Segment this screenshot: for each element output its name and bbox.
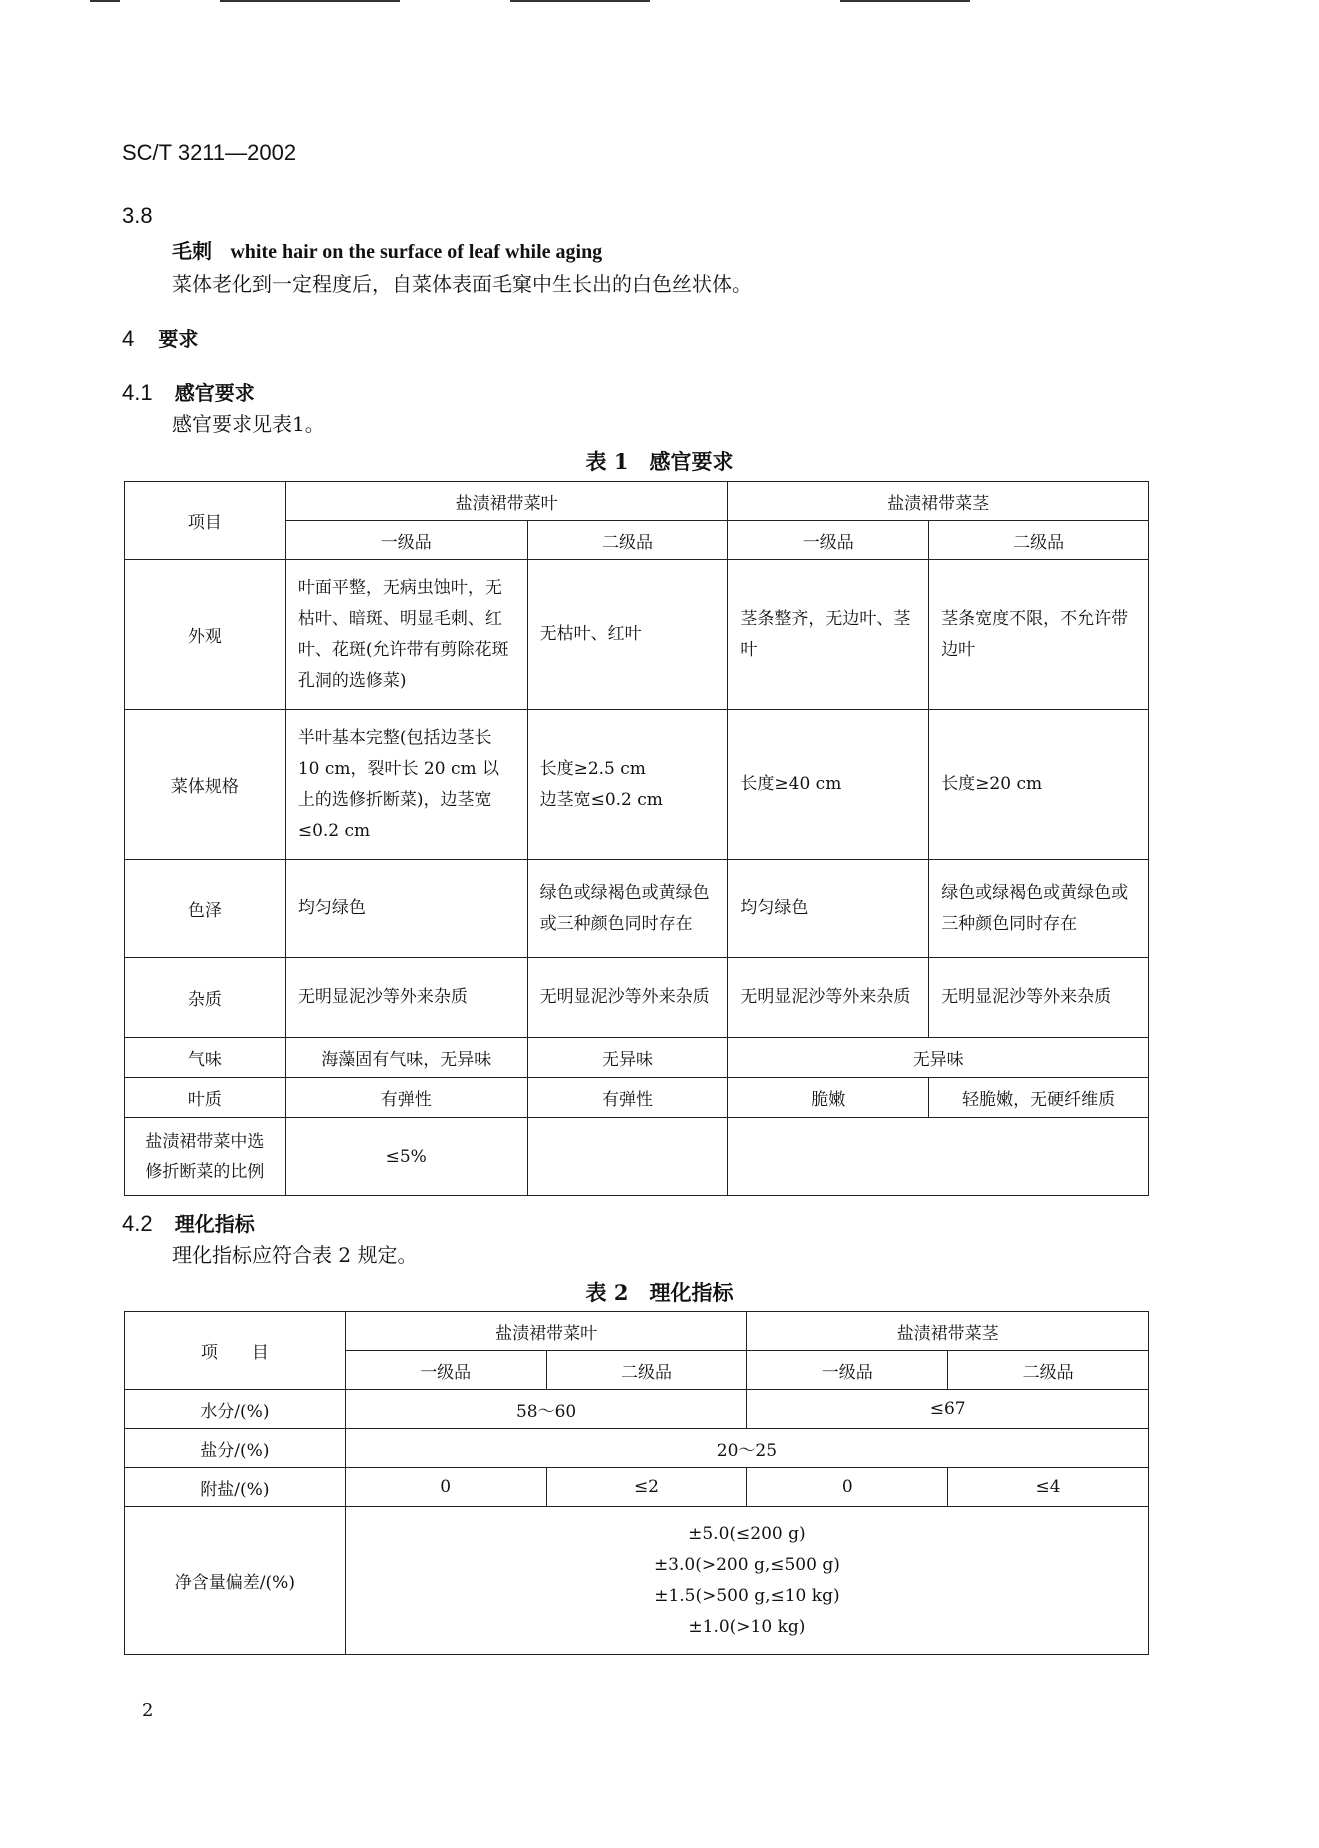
header-item: 项 目 [125,1312,346,1390]
table-caption: 表 1 感官要求 [585,449,734,474]
table-row [125,710,1149,860]
table-cell: 茎条宽度不限，不允许带边叶 [929,560,1149,710]
physicochemical-table [124,1311,1149,1655]
table-row [125,1038,1149,1078]
table-cell: 茎条整齐，无边叶、茎叶 [728,560,929,710]
table-cell: 均匀绿色 [285,860,527,958]
term-zh: 毛刺 [172,239,212,263]
table-cell [527,710,728,860]
table-cell: 0 [345,1468,546,1507]
table-cell: 无明显泥沙等外来杂质 [527,958,728,1038]
standard-id: SC/T 3211—2002 [122,140,297,165]
header-grade: 二级品 [546,1351,747,1390]
table-row [125,1118,1149,1196]
table-cell: 半叶基本完整(包括边茎长 10 cm，裂叶长 20 cm 以上的选修折断菜)，边茎宽≤0.2 cm [285,710,527,860]
row-label: 叶质 [125,1078,286,1118]
table-cell: 轻脆嫩，无硬纤维质 [929,1078,1149,1118]
cell-line: ±3.0(>200 g,≤500 g) [653,1554,840,1575]
scan-artifact [510,0,650,2]
section-number: 4.2 [122,1211,153,1236]
section-number: 4 [122,326,135,351]
header-stem: 盐渍裙带菜茎 [747,1312,1149,1351]
table-cell: 20～25 [345,1429,1148,1468]
table-row [125,1468,1149,1507]
header-item: 项目 [125,482,286,560]
cell-line: 边茎宽≤0.2 cm [539,789,663,810]
table-cell: 无明显泥沙等外来杂质 [728,958,929,1038]
header-grade: 一级品 [345,1351,546,1390]
table-cell: 海藻固有气味，无异味 [285,1038,527,1078]
table-cell [345,1507,1148,1655]
header-grade: 一级品 [285,521,527,560]
table-cell: 长度≥40 cm [728,710,929,860]
table-cell: 绿色或绿褐色或黄绿色或三种颜色同时存在 [929,860,1149,958]
header-grade: 二级品 [948,1351,1149,1390]
header-leaf: 盐渍裙带菜叶 [285,482,728,521]
section-number: 4.1 [122,380,153,405]
cell-line: ±5.0(≤200 g) [688,1523,806,1544]
row-label: 水分/(%) [125,1390,346,1429]
sensory-table [124,481,1149,1196]
scan-artifact [90,0,120,2]
section-title: 理化指标 [174,1214,255,1236]
table-cell: 有弹性 [527,1078,728,1118]
table-row [125,860,1149,958]
term-definition: 菜体老化到一定程度后，自菜体表面毛窠中生长出的白色丝状体。 [172,272,752,296]
table-cell-empty [728,1118,1149,1196]
scan-artifact [220,0,400,2]
table-cell: ≤67 [747,1390,1149,1429]
header-leaf: 盐渍裙带菜叶 [345,1312,747,1351]
term-en: white hair on the surface of leaf while aging [230,241,603,263]
table-row [125,1507,1149,1655]
scan-artifact [840,0,970,2]
page-number: 2 [142,1700,154,1721]
table-cell: 叶面平整，无病虫蚀叶，无枯叶、暗斑、明显毛刺、红叶、花斑(允许带有剪除花斑孔洞的选修菜) [285,560,527,710]
table-cell-empty [527,1118,728,1196]
row-label: 盐渍裙带菜中选修折断菜的比例 [125,1118,286,1196]
row-label: 盐分/(%) [125,1429,346,1468]
table-cell: 无明显泥沙等外来杂质 [285,958,527,1038]
table-cell: 长度≥20 cm [929,710,1149,860]
row-label: 外观 [125,560,286,710]
header-grade: 二级品 [929,521,1149,560]
table-cell: ≤5% [285,1118,527,1196]
table-cell: 无明显泥沙等外来杂质 [929,958,1149,1038]
row-label: 色泽 [125,860,286,958]
term-line [172,236,602,267]
table-cell: ≤4 [948,1468,1149,1507]
cell-line: 长度≥2.5 cm [539,758,646,779]
row-label: 净含量偏差/(%) [125,1507,346,1655]
table-caption: 表 2 理化指标 [585,1280,734,1305]
row-label: 气味 [125,1038,286,1078]
table-cell: ≤2 [546,1468,747,1507]
table-cell: 绿色或绿褐色或黄绿色或三种颜色同时存在 [527,860,728,958]
table-row [125,1390,1149,1429]
row-label: 附盐/(%) [125,1468,346,1507]
section-title: 感官要求 [174,383,255,405]
table-cell: 0 [747,1468,948,1507]
header-grade: 一级品 [747,1351,948,1390]
table-row [125,958,1149,1038]
table-cell: 无异味 [728,1038,1149,1078]
header-grade: 二级品 [527,521,728,560]
table-cell: 脆嫩 [728,1078,929,1118]
section-title: 要求 [158,329,199,351]
section-text: 理化指标应符合表 2 规定。 [172,1243,418,1267]
table-row [125,560,1149,710]
table-cell: 58～60 [345,1390,747,1429]
cell-line: ±1.5(>500 g,≤10 kg) [654,1585,840,1606]
section-heading [122,377,255,406]
table-cell: 无异味 [527,1038,728,1078]
table-row [125,1078,1149,1118]
table-cell: 均匀绿色 [728,860,929,958]
table-cell: 有弹性 [285,1078,527,1118]
cell-line: ±1.0(>10 kg) [688,1616,806,1637]
row-label: 杂质 [125,958,286,1038]
table-row [125,1429,1149,1468]
section-number: 3.8 [122,203,153,228]
row-label: 菜体规格 [125,710,286,860]
header-grade: 一级品 [728,521,929,560]
section-text: 感官要求见表1。 [172,412,325,436]
section-heading [122,323,198,352]
table-cell: 无枯叶、红叶 [527,560,728,710]
section-heading [122,1208,255,1237]
header-stem: 盐渍裙带菜茎 [728,482,1149,521]
